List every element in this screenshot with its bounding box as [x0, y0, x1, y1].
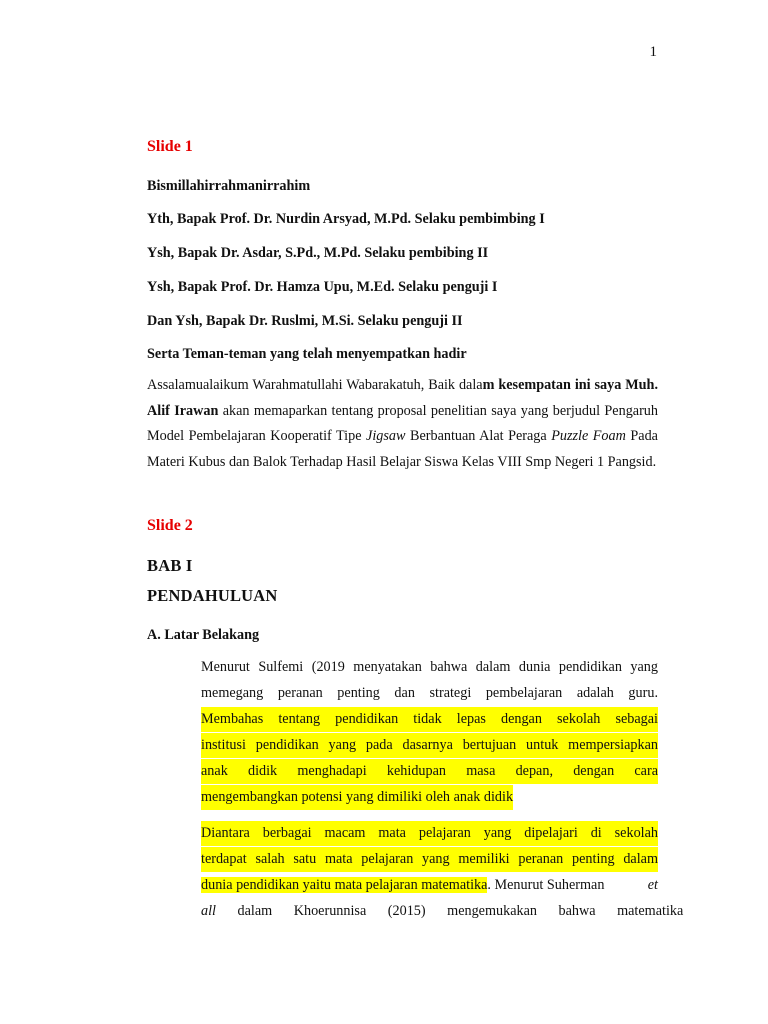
- highlighted-line: institusi pendidikan yang pada dasarnya bertujuan untuk mempersiapkan: [201, 733, 658, 758]
- paragraph-line: memegang peranan penting dan strategi pembelajaran adalah guru.: [201, 685, 658, 701]
- intro-text: Berbantuan Alat Peraga: [405, 428, 552, 445]
- slide-2-heading: Slide 2: [147, 517, 193, 534]
- paragraph-text: dalam Khoerunnisa (2015) mengemukakan bahwa matematika: [215, 903, 684, 919]
- highlighted-line: anak didik menghadapi kehidupan masa depan, dengan cara: [201, 759, 658, 784]
- intro-italic: Puzzle Foam: [551, 428, 626, 445]
- highlighted-line: mengembangkan potensi yang dimiliki oleh anak didik: [201, 785, 513, 810]
- italic-text: all: [201, 903, 216, 919]
- paragraph-line: Menurut Sulfemi (2019 menyatakan bahwa dalam dunia pendidikan yang: [201, 659, 658, 675]
- page-number: 1: [649, 44, 657, 60]
- paragraph-text: . Menurut Suherman: [487, 877, 605, 893]
- section-heading: A. Latar Belakang: [147, 627, 260, 643]
- greeting-line: Dan Ysh, Bapak Dr. Ruslmi, M.Si. Selaku penguji II: [147, 313, 463, 329]
- highlighted-line: terdapat salah satu mata pelajaran yang memiliki peranan penting dalam: [201, 847, 658, 872]
- slide-1-heading: Slide 1: [147, 138, 193, 155]
- chapter-title: PENDAHULUAN: [147, 586, 278, 605]
- highlighted-line: Membahas tentang pendidikan tidak lepas dengan sekolah sebagai: [201, 707, 658, 732]
- greeting-line: Yth, Bapak Prof. Dr. Nurdin Arsyad, M.Pd. Selaku pembimbing I: [147, 211, 545, 227]
- paragraph-line: [201, 899, 684, 924]
- greeting-line: Serta Teman-teman yang telah menyempatkan hadir: [147, 346, 467, 362]
- intro-text: akan memaparkan tentang proposal penelitian saya yang berjudul Pengaruh Model Pembelajaran Kooperatif Tipe: [147, 402, 658, 445]
- chapter-label: BAB I: [147, 556, 193, 575]
- intro-text: Assalamualaikum Warahmatullahi Wabarakatuh, Baik dala: [147, 377, 483, 393]
- intro-bold: m kesempatan ini saya Muh. Alif Irawan: [147, 377, 658, 419]
- greeting-line: Bismillahirrahmanirrahim: [147, 178, 311, 194]
- intro-italic: Jigsaw: [366, 428, 406, 445]
- intro-text: Pada Materi Kubus dan Balok Terhadap Hasil Belajar Siswa Kelas VIII Smp Negeri 1 Pangsid.: [147, 428, 658, 470]
- greeting-line: Ysh, Bapak Dr. Asdar, S.Pd., M.Pd. Selaku pembibing II: [147, 245, 489, 261]
- greeting-line: Ysh, Bapak Prof. Dr. Hamza Upu, M.Ed. Selaku penguji I: [147, 279, 498, 295]
- highlighted-line: Diantara berbagai macam mata pelajaran yang dipelajari di sekolah: [201, 821, 658, 846]
- highlighted-text: dunia pendidikan yaitu mata pelajaran matematika: [201, 877, 488, 893]
- paragraph-line: [201, 873, 658, 898]
- intro-paragraph: [147, 373, 658, 475]
- italic-text: et: [647, 877, 658, 893]
